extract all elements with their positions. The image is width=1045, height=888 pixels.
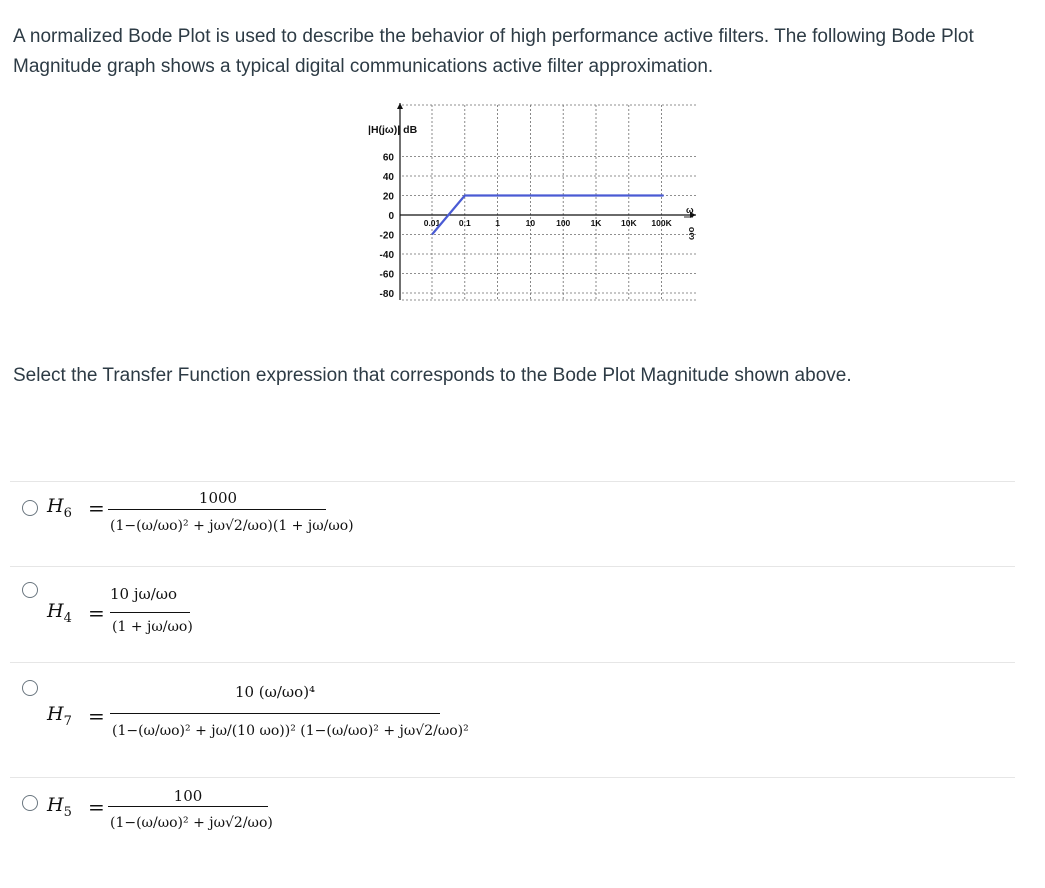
- option-denominator: (1−(ω/ωo)² + jω√2/ωo): [110, 815, 273, 831]
- option-label: $H_4$: [47, 600, 72, 626]
- y-axis-arrow: [397, 103, 403, 109]
- radio-h5[interactable]: [22, 795, 38, 811]
- x-tick-label: 10K: [621, 218, 637, 228]
- plot-axes: [397, 103, 696, 300]
- x-tick-label: 100K: [651, 218, 672, 228]
- plot-grid: [402, 105, 698, 300]
- bode-plot: [320, 95, 710, 310]
- x-tick-label: 10: [525, 218, 536, 228]
- question-text: A normalized Bode Plot is used to describe the behavior of high performance active filters. The following Bode Plot Magnitude graph shows a typical digital communications active filter approximation.: [13, 26, 974, 77]
- option-numerator: 100: [173, 787, 203, 805]
- y-tick-label: 0: [388, 211, 394, 222]
- option-label: $H_5$: [47, 794, 72, 820]
- x-tick-label: 0.1: [458, 218, 471, 228]
- option-denominator: (1−(ω/ωo)² + jω√2/ωo)(1 + jω/ωo): [110, 518, 354, 534]
- option-h5[interactable]: $H_5$ = 100 (1−(ω/ωo)² + jω√2/ωo): [10, 777, 1015, 878]
- x-tick-label: 1K: [590, 218, 602, 228]
- option-numerator: 1000: [198, 489, 238, 507]
- option-h7[interactable]: $H_7$ = 10 (ω/ωo)⁴ (1−(ω/ωo)² + jω/(10 ωo))² (1−(ω/ωo)² + jω√2/ωo)²: [10, 662, 1015, 778]
- option-denominator: (1−(ω/ωo)² + jω/(10 ωo))² (1−(ω/ωo)² + jω√2/ωo)²: [112, 723, 469, 739]
- option-denominator: (1 + jω/ωo): [112, 619, 193, 635]
- x-tick-label: 100: [556, 218, 571, 228]
- option-h6[interactable]: $H_6$ = 1000 (1−(ω/ωo)² + jω√2/ωo)(1 + jω/ωo): [10, 481, 1015, 567]
- y-tick-label: 60: [382, 152, 394, 164]
- option-numerator: 10 (ω/ωo)⁴: [234, 683, 316, 701]
- x-tick-label: 1: [495, 218, 500, 228]
- svg-text:ωo: ωo: [686, 226, 696, 240]
- y-tick-label: 20: [382, 191, 394, 203]
- option-label: $H_7$: [47, 703, 72, 729]
- y-axis-label: |H(jω)| dB: [368, 124, 418, 136]
- y-tick-label: -60: [379, 269, 394, 281]
- y-tick-label: 40: [382, 172, 394, 183]
- x-tick-label: 0.01: [423, 218, 441, 228]
- y-tick-label: -40: [379, 250, 394, 261]
- x-axis-label: ω: [686, 205, 694, 215]
- radio-h7[interactable]: [22, 680, 38, 696]
- y-tick-label: -20: [379, 230, 394, 242]
- radio-h4[interactable]: [22, 582, 38, 598]
- option-h4[interactable]: $H_4$ = 10 jω/ωo (1 + jω/ωo): [10, 566, 1015, 663]
- option-label: $H_6$: [47, 495, 72, 521]
- radio-h6[interactable]: [22, 500, 38, 516]
- option-numerator: 10 jω/ωo: [110, 585, 178, 603]
- question-prompt: Select the Transfer Function expression that corresponds to the Bode Plot Magnitude shown above.: [13, 365, 852, 386]
- y-tick-label: -80: [379, 289, 394, 300]
